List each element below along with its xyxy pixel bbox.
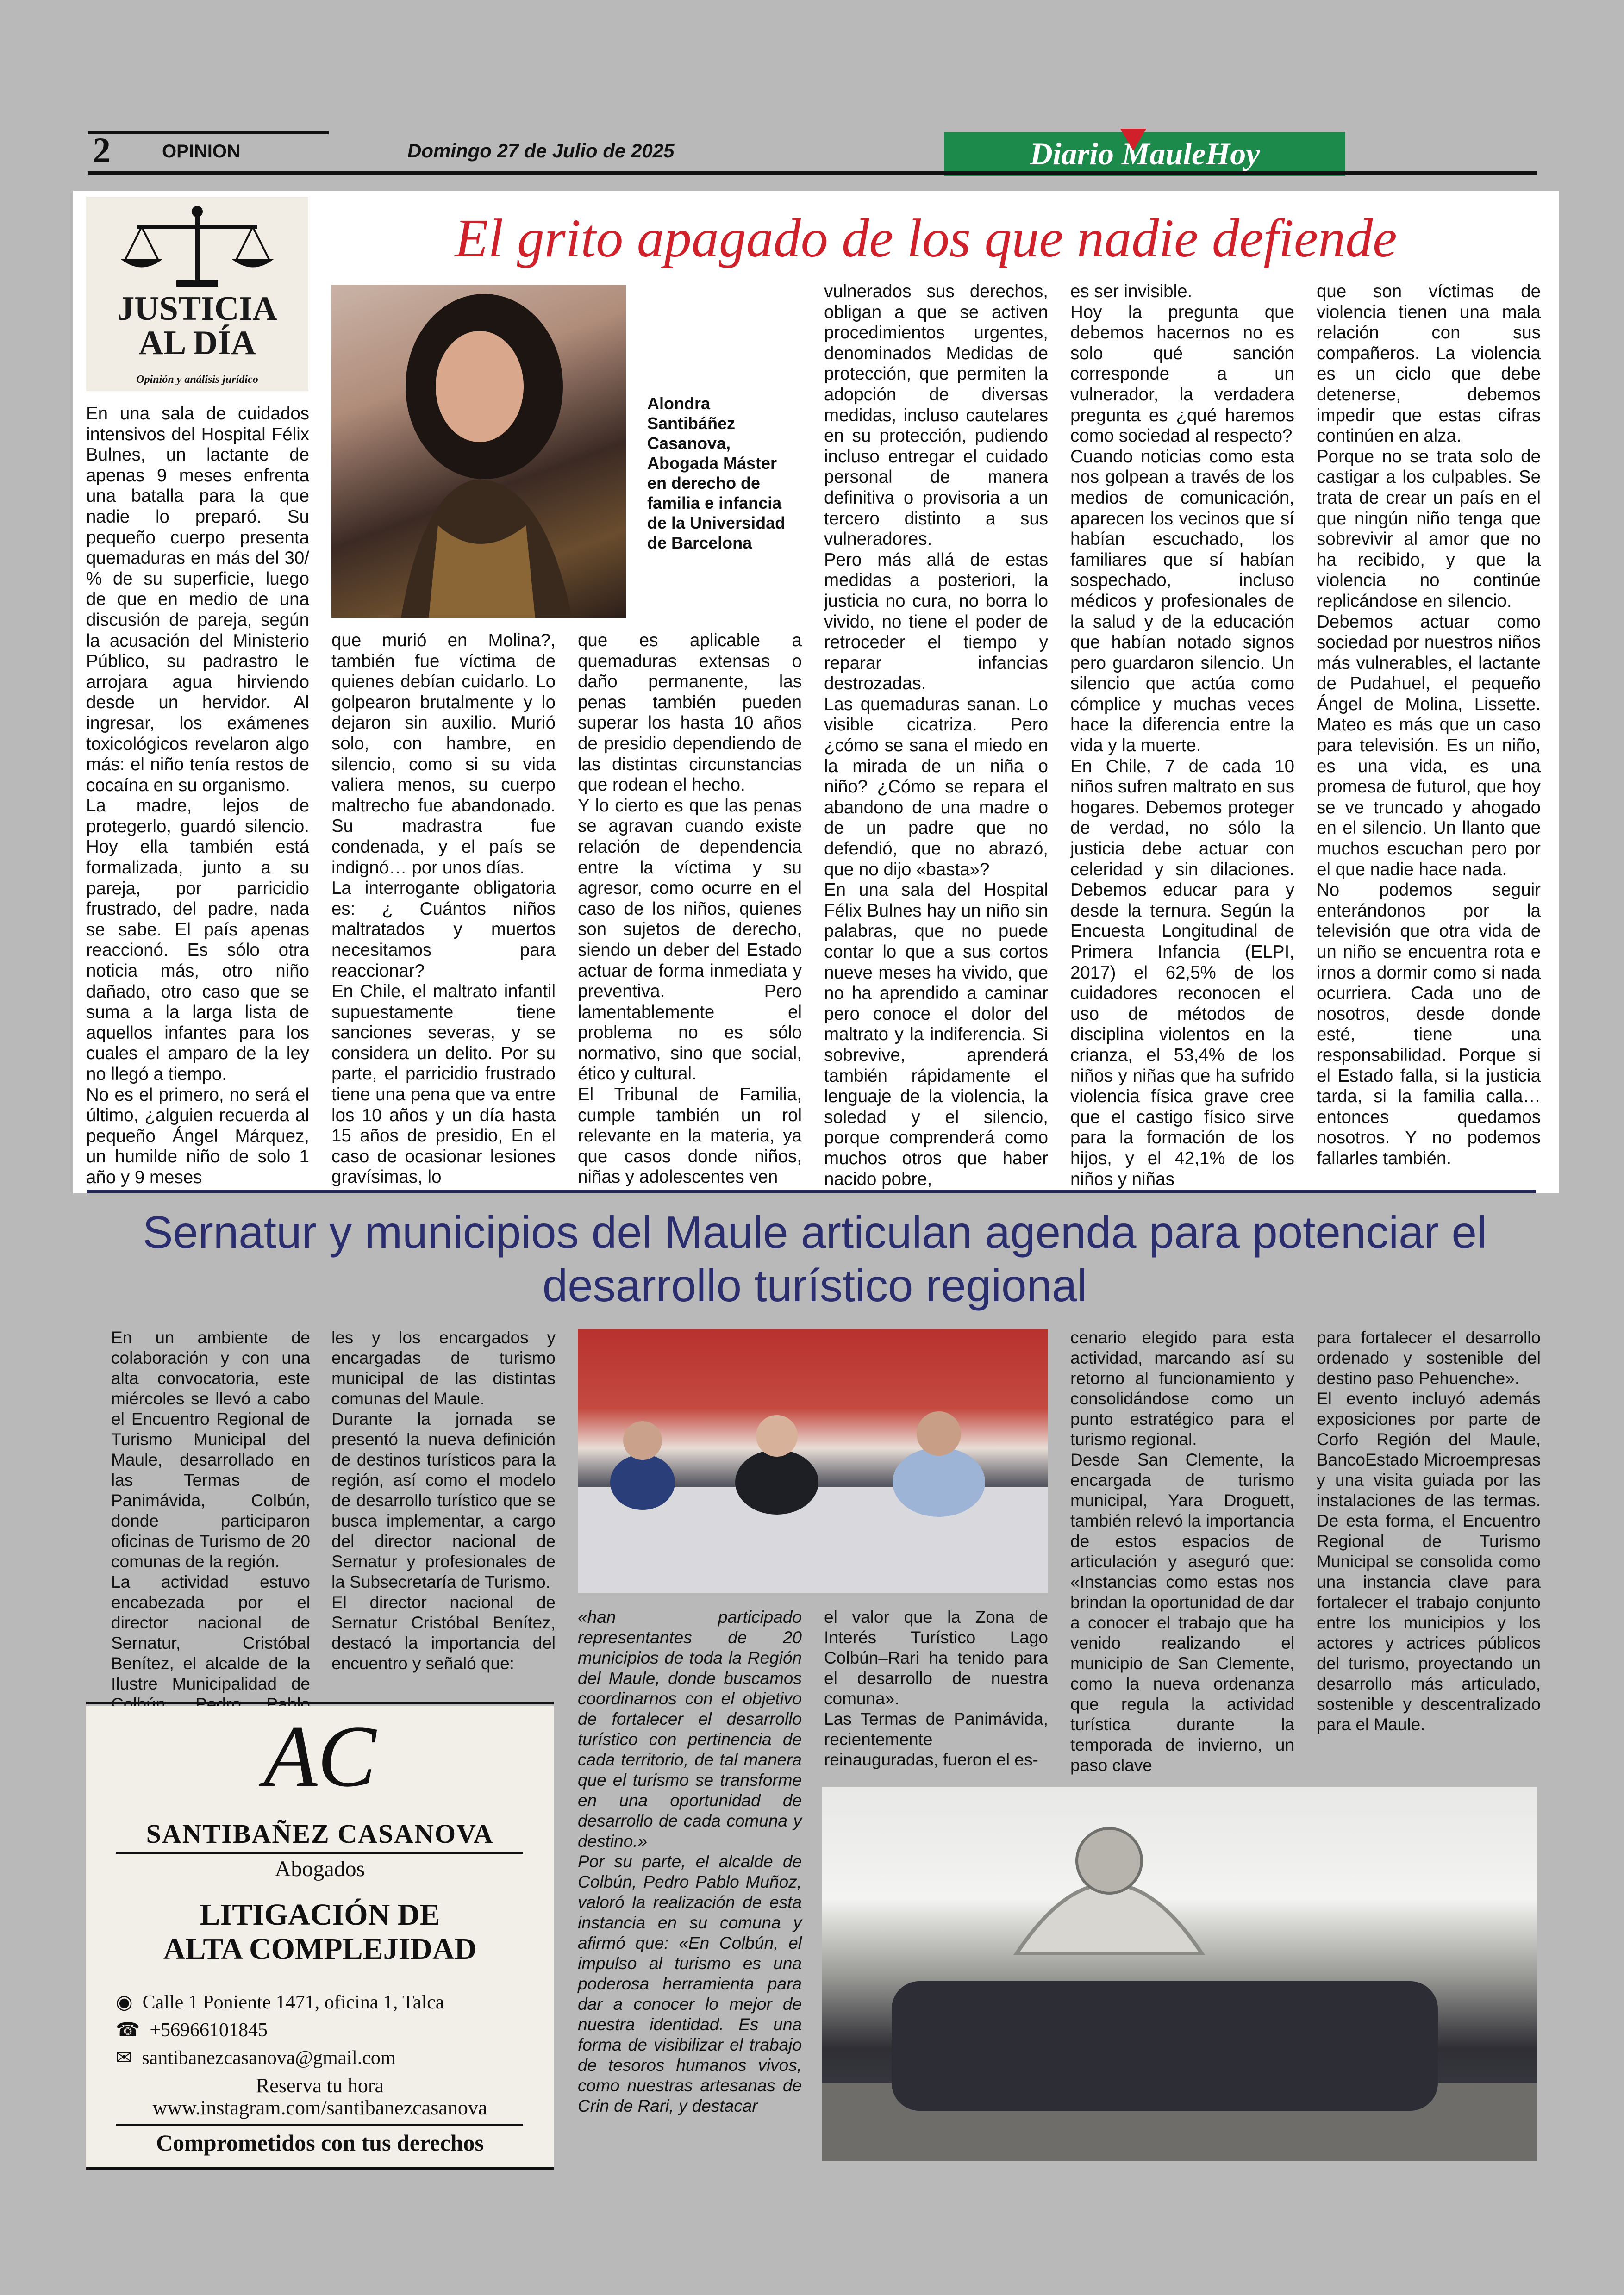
ad-address-row [116, 1990, 444, 2014]
opinion-column-3: que es aplicable a quemaduras extensas o daño permanente, las penas también pueden superar los hasta 10 años de presidio dependiendo de las distintas circunstancias que rodean el hecho. Y lo cierto es que las penas se agravan cuando existe relación de dependencia entre la víctima y su agresor, como ocurre en el caso de los niños, quienes son sujetos de derecho, siendo un deber del Estado actuar de forma inmediata y preventiva. Pero lamentablemente el problema no es sólo normativo, sino que social, ético y cultural. El Tribunal de Familia, cumple también un rol relevante en la materia, ya que casos donde niños, niñas y adolescentes ven [578, 630, 802, 1187]
masthead-accent-icon [1120, 129, 1146, 151]
section-label: OPINION [162, 141, 240, 162]
opinion-column-5: es ser invisible. Hoy la pregunta que debemos hacernos no es solo qué sanción corresponde a un vulnerador, la verdadera pregunta es ¿qué haremos como sociedad al respecto? Cuando noticias como esta nos golpean a través de los medios de comunicación, aparecen los vecinos que sí habían escuchado, los familiares que sí habían sospechado, incluso médicos y profesionales de la salud y de la educación que habían notado signos pero guardaron silencio. Un silencio que actúa como cómplice y muchas veces hace la diferencia entre la vida y la muerte. En Chile, 7 de cada 10 niños sufren maltrato en sus hogares. Debemos proteger de verdad, no sólo la justicia debe actuar con celeridad y sin dilaciones. Debemos educar para y desde la ternura. Según la Encuesta Longitudinal de Primera Infancia (ELPI, 2017) el 62,5% de los cuidadores reconocen el uso de métodos de disciplina violentos en la crianza, el 53,4% de los niños y niñas que ha sufrido violencia física grave cree que el castigo físico sirve para la formación de los hijos, y el 42,1% de los niños y niñas [1070, 281, 1294, 1189]
ad-address: Calle 1 Poniente 1471, oficina 1, Talca [142, 1992, 444, 2013]
column-logo-subtitle: Opinión y análisis jurídico [136, 374, 258, 386]
location-pin-icon: ◉ [116, 1992, 133, 2013]
opinion-column-4: vulnerados sus derechos, obligan a que se activen procedimientos urgentes, denominados Medidas de protección, que permiten la adopción de diversas medidas, incluso cautelares en su protección, pudiendo incluso entregar el cuidado personal de manera definitiva o provisoria a un tercero distinto a sus vulneradores. Pero más allá de estas medidas a posteriori, la justicia no cura, no borra lo vivido, no tiene el poder de retroceder el tiempo y reparar infancias destrozadas. Las quemaduras sanan. Lo visible cicatriza. Pero ¿cómo se sana el miedo en la mirada de un niña o niño? ¿Cómo se repara el abandono de una madre o de un padre que no defendió, que no abrazó, que no dijo «basta»? En una sala del Hospital Félix Bulnes hay un niño sin palabras, que no puede contar lo que a sus cortos nueve meses ha vivido, que no ha aprendido a caminar pero conoce el dolor del maltrato y la indiferencia. Si sobrevive, aprenderá también rápidamente el lenguaje de la violencia, la soledad y el silencio, porque comprenderá como muchos otros que haber nacido pobre, [824, 281, 1048, 1189]
header-top-rule [88, 131, 329, 134]
opinion-article-title: El grito apagado de los que nadie defiende [455, 208, 1397, 268]
opinion-column-6: que son víctimas de violencia tienen una mala relación con sus compañeros. La violencia es un ciclo que debe detenerse, debemos impedir que estas cifras continúen en alza. Porque no se trata solo de castigar a los culpables. Se trata de crear un país en el que ningún niño tenga que sobrevivir al amor que no ha recibido, y que la violencia no continúe replicándose en silencio. Debemos actuar como sociedad por nuestros niños más vulnerables, el lactante de Pudahuel, el pequeño Ángel de Molina, Lissette. Mateo es más que un caso para televisión. Es un niño, es una vida, es una promesa de futurol, que hoy se ve truncado y ahogado en el silencio. Un llanto que muchos escuchan pero por el que nadie hace nada. No podemos seguir enterándonos por la televisión que otra vida de un niño se encuentra rota e irnos a dormir como si nada ocurriera. Cada uno de nosotros, desde donde esté, tiene una responsabilidad. Porque si el Estado falla, si la justicia tarda, si la familia calla… entonces quedamos nosotros. Y no podemos fallarles también. [1317, 281, 1541, 1168]
ad-top-rule [86, 1702, 554, 1704]
opinion-column-1: En una sala de cuidados intensivos del Hospital Félix Bulnes, un lactante de apenas 9 meses enfrenta una batalla para la que nadie lo preparó. Su pequeño cuerpo presenta quemaduras en más del 30/ % de su superficie, luego de que en medio de una discusión de pareja, según la acusación del Ministerio Público, su padrastro le arrojara agua hirviendo desde un hervidor. Al ingresar, los exámenes toxicológicos revelaron algo más: el niño tenía restos de cocaína en su organismo. La madre, lejos de protegerlo, guardó silencio. Hoy ella también está formalizada, junto a su pareja, por parricidio frustrado, del padre, nada se sabe. El país apenas reaccionó. Es sólo otra noticia más, otro niño dañado, otro caso que se suma a la larga lista de aquellos infantes para los cuales el amparo de la ley no llegó a tiempo. No es el primero, no será el último, ¿alguien recuerda al pequeño Ángel Márquez, un humilde niño de solo 1 año y 9 meses [86, 404, 309, 1187]
group-photo [822, 1787, 1537, 2161]
column-logo [86, 197, 308, 391]
page-number: 2 [93, 130, 111, 170]
ad-email: santibanezcasanova@gmail.com [142, 2047, 396, 2069]
ad-phone-row [116, 2018, 268, 2041]
news-column-5: cenario elegido para esta actividad, marcando así su retorno al funcionamiento y consolidándose como un punto estratégico para el turismo regional. Desde San Clemente, la encargada de turismo municipal, Yara Droguett, también relevó la importancia de estos espacios de articulación y aseguró que: «Instancias como estas nos brindan la oportunidad de dar a conocer el trabajo que ha venido realizando el municipio de San Clemente, como la nueva ordenanza que regula la actividad turística durante la temporada de invierno, un paso clave [1070, 1328, 1294, 1775]
firm-name: SANTIBAÑEZ CASANOVA [146, 1819, 494, 1849]
ad-phone: +56966101845 [150, 2020, 268, 2041]
column-logo-title: JUSTICIA AL DÍA [117, 290, 277, 362]
news-column-6: para fortalecer el desarrollo ordenado y sostenible del destino paso Pehuenche». El evento incluyó además exposiciones por parte de Corfo Región del Maule, BancoEstado Microempresas y una visita guiada por las instalaciones de las termas. De esta forma, el Encuentro Regional de Turismo Municipal se consolida como una instancia clave para fortalecer el trabajo conjunto entre los municipios y los actores y actrices públicos del turismo, proyectando un desarrollo más articulado, sostenible y descentralizado para el Maule. [1317, 1328, 1541, 1734]
meeting-photo [578, 1329, 1048, 1593]
ad-email-row [116, 2046, 396, 2069]
opinion-column-2: que murió en Molina?, también fue víctima de quienes debían cuidarlo. Lo golpearon brutalmente y lo dejaron sin auxilio. Murió solo, con hambre, en silencio, como si su vida valiera menos, su cuerpo maltrecho fue abandonado. Su madrastra fue condenada, y el país se indignó… por unos días. La interrogante obligatoria es: ¿ Cuántos niños maltratados y muertos necesitamos para reaccionar? En Chile, el maltrato infantil supuestamente tiene sanciones severas, y se considera un delito. Por su parte, el parricidio frustrado tiene una pena que va entre los 10 años y un día hasta 15 años de presidio, En el caso de ocasionar lesiones gravísimas, lo [331, 630, 556, 1187]
news-column-2: les y los encargados y encargadas de turismo municipal de las distintas comunas del Maule. Durante la jornada se presentó la nueva definición de destinos turísticos para la región, así como el modelo de desarrollo turístico que se busca implementar, a cargo del director nacional de Sernatur y profesionales de la Subsecretaría de Turismo. El director nacional de Sernatur Cristóbal Benítez, destacó la importancia del encuentro y señaló que: [331, 1328, 556, 1673]
ad-bottom-rule [86, 2167, 554, 2170]
firm-name-rule [116, 1852, 523, 1854]
author-photo [331, 285, 626, 618]
ad-headline: LITIGACIÓN DE ALTA COMPLEJIDAD [163, 1898, 477, 1966]
scales-of-justice-icon [86, 201, 308, 294]
news-column-3: «han participado representantes de 20 municipios de toda la Región del Maule, donde buscamos coordinarnos con el objetivo de fortalecer el desarrollo turístico con pertinencia de cada territorio, de tal manera que el turismo se transforme en una oportunidad de desarrollo de cada comuna y destino.» Por su parte, el alcalde de Colbún, Pedro Pablo Muñoz, valoró la realización de esta instancia en su comuna y afirmó que: «En Colbún, el impulso al turismo es una poderosa herramienta para dar a conocer lo mejor de nuestra identidad. Es una forma de visibilizar el trabajo de tesoros humanos vivos, como nuestras artesanas de Crin de Rari, y destacar [578, 1608, 802, 2115]
firm-monogram-logo: AC [263, 1708, 376, 1805]
header-rule [88, 171, 1537, 175]
news-column-4: el valor que la Zona de Interés Turístico Lago Colbún–Rari ha tenido para el desarrollo de nuestra comuna». Las Termas de Panimávida, recientemente reinauguradas, fueron el es- [824, 1608, 1048, 1769]
author-caption: Alondra Santibáñez Casanova, Abogada Máster en derecho de familia e infancia de la Universidad de Barcelona [647, 394, 786, 552]
ad-instagram: www.instagram.com/santibanezcasanova [152, 2096, 487, 2119]
issue-date: Domingo 27 de Julio de 2025 [407, 140, 675, 162]
ad-reserve: Reserva tu hora [256, 2074, 384, 2097]
news-column-1: En un ambiente de colaboración y con una alta convocatoria, este miércoles se llevó a cabo el Encuentro Regional de Turismo Municipal del Maule, desarrollado en las Termas de Panimávida, Colbún, donde participaron oficinas de Turismo de 20 comunas de la región. La actividad estuvo encabezada por el director nacional de Sernatur, Cristóbal Benítez, el alcalde de la Ilustre Municipalidad de [111, 1328, 310, 1693]
masthead-logo: Diario MauleHoy [944, 132, 1345, 176]
envelope-icon: ✉ [116, 2047, 132, 2069]
news-article-title: Sernatur y municipios del Maule articulan agenda para potenciar el desarrollo turístico regional [143, 1207, 1487, 1311]
article-divider [87, 1190, 1536, 1193]
ad-slogan: Comprometidos con tus derechos [156, 2130, 484, 2156]
phone-icon: ☎ [116, 2020, 140, 2041]
ad-slogan-rule [116, 2124, 523, 2126]
firm-subtitle: Abogados [275, 1857, 365, 1881]
